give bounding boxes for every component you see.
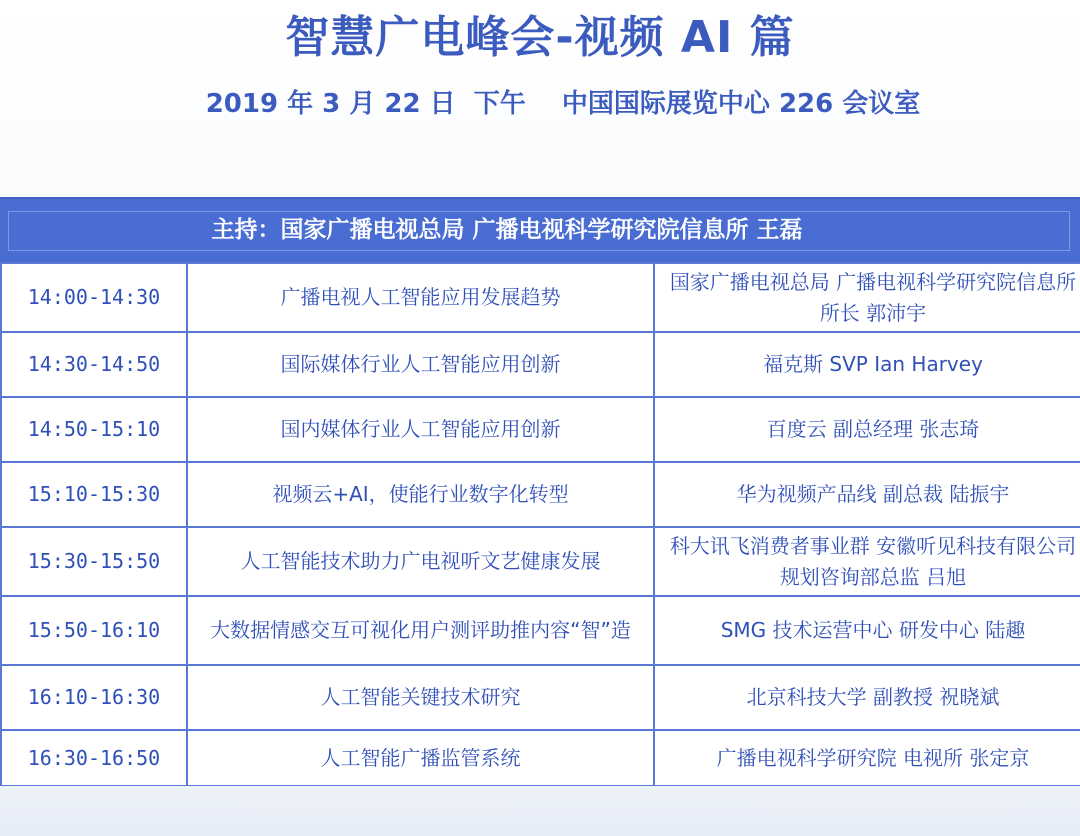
session-time: 16:10-16:30	[1, 665, 187, 730]
table-row	[1, 527, 1080, 596]
session-topic: 人工智能关键技术研究	[187, 665, 654, 730]
session-speaker: 华为视频产品线 副总裁 陆振宇	[654, 462, 1080, 527]
session-time: 15:10-15:30	[1, 462, 187, 527]
session-speaker: 国家广播电视总局 广播电视科学研究院信息所所长 郭沛宇	[654, 263, 1080, 332]
table-row	[1, 397, 1080, 462]
event-date-venue: 2019 年 3 月 22 日 下午 中国国际展览中心 226 会议室	[205, 89, 921, 119]
table-row	[1, 665, 1080, 730]
session-speaker: 百度云 副总经理 张志琦	[654, 397, 1080, 462]
table-row	[1, 730, 1080, 786]
session-speaker: SMG 技术运营中心 研发中心 陆趣	[654, 596, 1080, 665]
table-row	[1, 263, 1080, 332]
session-time: 14:50-15:10	[1, 397, 187, 462]
session-topic: 广播电视人工智能应用发展趋势	[187, 263, 654, 332]
session-time: 15:30-15:50	[1, 527, 187, 596]
session-topic: 人工智能技术助力广电视听文艺健康发展	[187, 527, 654, 596]
session-topic: 视频云+AI，使能行业数字化转型	[187, 462, 654, 527]
page-title: 智慧广电峰会-视频 AI 篇	[285, 12, 795, 63]
session-time: 16:30-16:50	[1, 730, 187, 786]
schedule-table	[0, 262, 1080, 787]
session-speaker: 北京科技大学 副教授 祝晓斌	[654, 665, 1080, 730]
session-time: 14:00-14:30	[1, 263, 187, 332]
session-time: 15:50-16:10	[1, 596, 187, 665]
session-speaker: 广播电视科学研究院 电视所 张定京	[654, 730, 1080, 786]
host-banner	[0, 197, 1080, 263]
session-time: 14:30-14:50	[1, 332, 187, 397]
host-text: 主持：国家广播电视总局 广播电视科学研究院信息所 王磊	[211, 217, 803, 243]
session-topic: 大数据情感交互可视化用户测评助推内容“智”造	[187, 596, 654, 665]
session-topic: 人工智能广播监管系统	[187, 730, 654, 786]
table-row	[1, 332, 1080, 397]
session-topic: 国内媒体行业人工智能应用创新	[187, 397, 654, 462]
page-footer-background	[0, 786, 1080, 836]
session-speaker: 福克斯 SVP Ian Harvey	[654, 332, 1080, 397]
session-topic: 国际媒体行业人工智能应用创新	[187, 332, 654, 397]
table-row	[1, 462, 1080, 527]
session-speaker: 科大讯飞消费者事业群 安徽听见科技有限公司规划咨询部总监 吕旭	[654, 527, 1080, 596]
table-row	[1, 596, 1080, 665]
